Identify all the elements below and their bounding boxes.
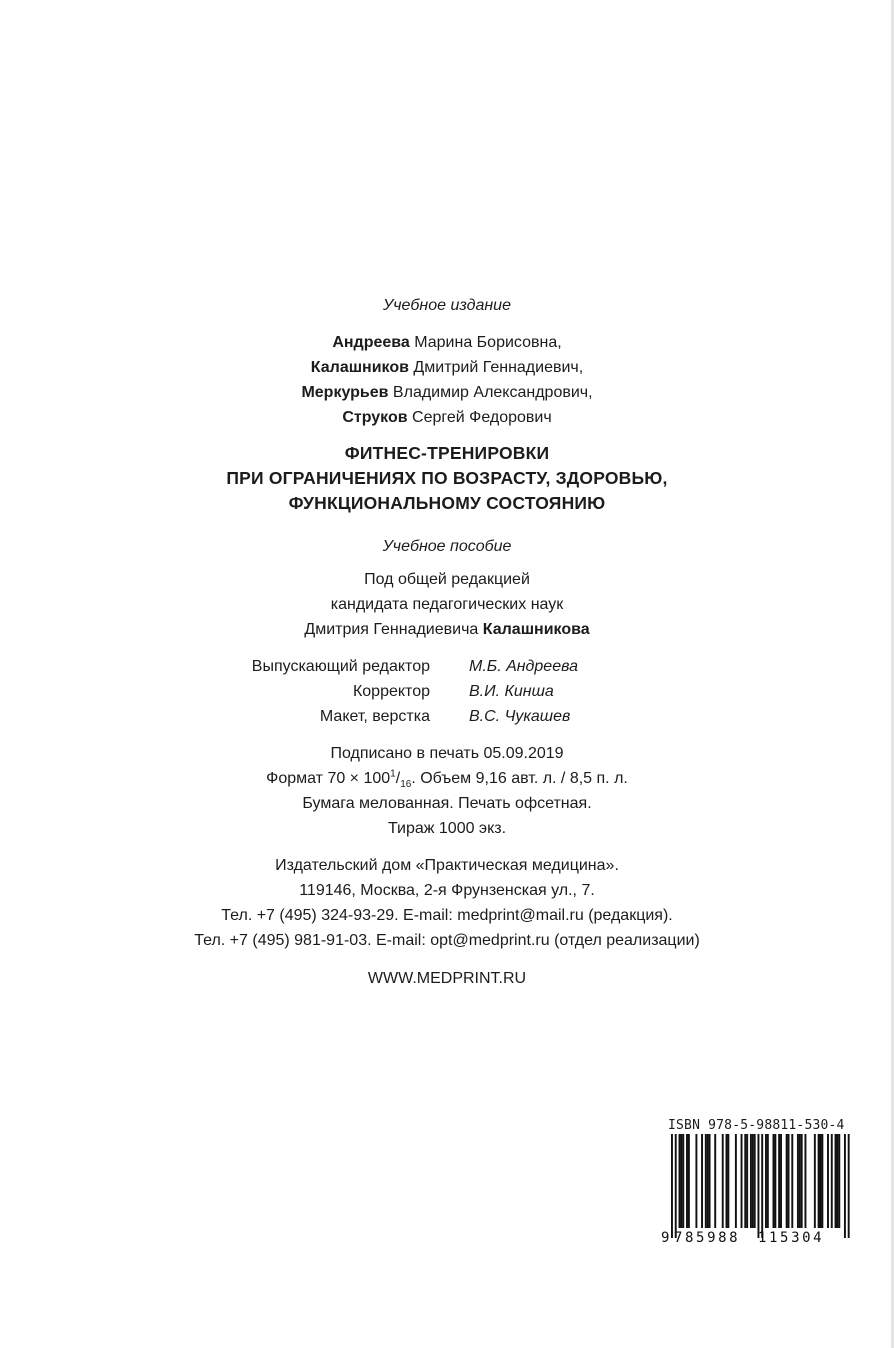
- barcode-bar: [786, 1134, 788, 1228]
- format-denominator: 16: [400, 779, 412, 791]
- print-paper: Бумага мелованная. Печать офсетная.: [302, 795, 592, 812]
- staff-name: В.С. Чукашев: [469, 708, 571, 725]
- barcode-first-digit: 9: [661, 1230, 670, 1246]
- barcode-bar: [682, 1134, 684, 1228]
- editor-name-line: [0, 620, 894, 640]
- publisher-website[interactable]: WWW.MEDPRINT.RU: [367, 970, 527, 987]
- barcode-bars: [671, 1134, 850, 1238]
- publisher-phone-editorial: Тел. +7 (495) 324-93-29. E-mail: medprint@mail.ru (редакция).: [221, 907, 673, 924]
- author-line: [0, 358, 894, 378]
- barcode-bar: [705, 1134, 707, 1228]
- book-title-line: ФУНКЦИОНАЛЬНОМУ СОСТОЯНИЮ: [288, 493, 606, 513]
- staff-row: [0, 682, 894, 702]
- edition-type: Учебное издание: [383, 297, 511, 314]
- barcode-bar: [701, 1134, 703, 1228]
- barcode-left-digits: 785988: [674, 1230, 741, 1246]
- author-name: Дмитрий Геннадиевич,: [408, 359, 584, 376]
- print-format: [0, 769, 894, 789]
- format-prefix: Формат 70 × 100: [266, 770, 391, 787]
- barcode-bar: [744, 1134, 746, 1228]
- barcode-bar: [727, 1134, 729, 1228]
- barcode-right-digits: 115304: [758, 1230, 825, 1246]
- barcode-bar: [774, 1134, 776, 1228]
- author-surname: Андреева: [332, 334, 410, 351]
- barcode-bar: [821, 1134, 823, 1228]
- barcode-bar: [695, 1134, 697, 1228]
- format-numerator: 1: [390, 768, 396, 780]
- staff-name: М.Б. Андреева: [469, 658, 578, 675]
- barcode-bar: [801, 1134, 803, 1228]
- barcode-bar: [750, 1134, 752, 1228]
- barcode-bar: [838, 1134, 840, 1228]
- barcode-bar: [780, 1134, 782, 1228]
- author-name: Владимир Александрович,: [388, 384, 593, 401]
- author-name: Сергей Федорович: [407, 409, 552, 426]
- barcode-bar: [761, 1134, 763, 1238]
- editor-line: Под общей редакцией: [364, 571, 530, 588]
- barcode-bar: [675, 1134, 677, 1238]
- book-title-line: ПРИ ОГРАНИЧЕНИЯХ ПО ВОЗРАСТУ, ЗДОРОВЬЮ,: [226, 468, 668, 488]
- book-subtitle: Учебное пособие: [382, 538, 512, 555]
- editor-given-name: Дмитрия Геннадиевича: [304, 621, 483, 638]
- barcode-bar: [778, 1134, 780, 1228]
- staff-role: Макет, верстка: [319, 708, 430, 725]
- staff-row: [0, 657, 894, 677]
- barcode-bar: [752, 1134, 754, 1228]
- barcode-bar: [709, 1134, 711, 1228]
- author-surname: Струков: [342, 409, 408, 426]
- barcode-bar: [765, 1134, 767, 1228]
- author-line: [0, 333, 894, 353]
- barcode-bar: [686, 1134, 688, 1228]
- barcode-bar: [671, 1134, 673, 1238]
- barcode-bar: [707, 1134, 709, 1228]
- barcode-bar: [767, 1134, 769, 1228]
- editor-surname: Калашникова: [482, 621, 590, 638]
- barcode-bar: [831, 1134, 833, 1228]
- barcode-bar: [791, 1134, 793, 1228]
- barcode-bar: [804, 1134, 806, 1228]
- barcode-bar: [814, 1134, 816, 1228]
- print-signed: Подписано в печать 05.09.2019: [330, 745, 564, 762]
- staff-role: Корректор: [352, 683, 430, 700]
- barcode-bar: [820, 1134, 822, 1228]
- barcode-bar: [726, 1134, 728, 1228]
- barcode-bar: [818, 1134, 820, 1228]
- staff-role: Выпускающий редактор: [251, 658, 430, 675]
- barcode-bar: [799, 1134, 801, 1228]
- author-surname: Калашников: [310, 359, 409, 376]
- format-suffix: . Объем 9,16 авт. л. / 8,5 п. л.: [411, 770, 628, 787]
- barcode-bar: [722, 1134, 724, 1228]
- barcode-bar: [844, 1134, 846, 1238]
- publisher-phone-sales: Тел. +7 (495) 981-91-03. E-mail: opt@medprint.ru (отдел реализации): [194, 932, 700, 949]
- barcode-bar: [788, 1134, 790, 1228]
- staff-name: В.И. Кинша: [469, 683, 554, 700]
- publisher-address: 119146, Москва, 2-я Фрунзенская ул., 7.: [299, 882, 595, 899]
- print-run: Тираж 1000 экз.: [387, 820, 507, 837]
- barcode-bar: [827, 1134, 829, 1228]
- barcode-bar: [680, 1134, 682, 1228]
- barcode-bar: [848, 1134, 850, 1238]
- author-line: [0, 383, 894, 403]
- barcode-bar: [754, 1134, 756, 1228]
- barcode-bar: [835, 1134, 837, 1228]
- barcode-bar: [797, 1134, 799, 1228]
- author-name: Марина Борисовна,: [409, 334, 562, 351]
- barcode-bar: [735, 1134, 737, 1228]
- staff-row: [0, 707, 894, 727]
- barcode-icon: [656, 1134, 856, 1246]
- barcode-bar: [714, 1134, 716, 1228]
- book-title-line: ФИТНЕС-ТРЕНИРОВКИ: [344, 443, 550, 463]
- isbn-label: ISBN 978-5-98811-530-4: [668, 1118, 845, 1133]
- barcode-bar: [688, 1134, 690, 1228]
- barcode-bar: [679, 1134, 681, 1228]
- author-surname: Меркурьев: [301, 384, 389, 401]
- barcode-bar: [741, 1134, 743, 1228]
- publisher-name: Издательский дом «Практическая медицина».: [275, 857, 619, 874]
- barcode-bar: [757, 1134, 759, 1238]
- editor-degree: кандидата педагогических наук: [330, 596, 564, 613]
- barcode-bar: [773, 1134, 775, 1228]
- format-slash: /: [395, 770, 401, 787]
- barcode-bar: [746, 1134, 748, 1228]
- barcode-bar: [836, 1134, 838, 1228]
- author-line: [0, 408, 894, 428]
